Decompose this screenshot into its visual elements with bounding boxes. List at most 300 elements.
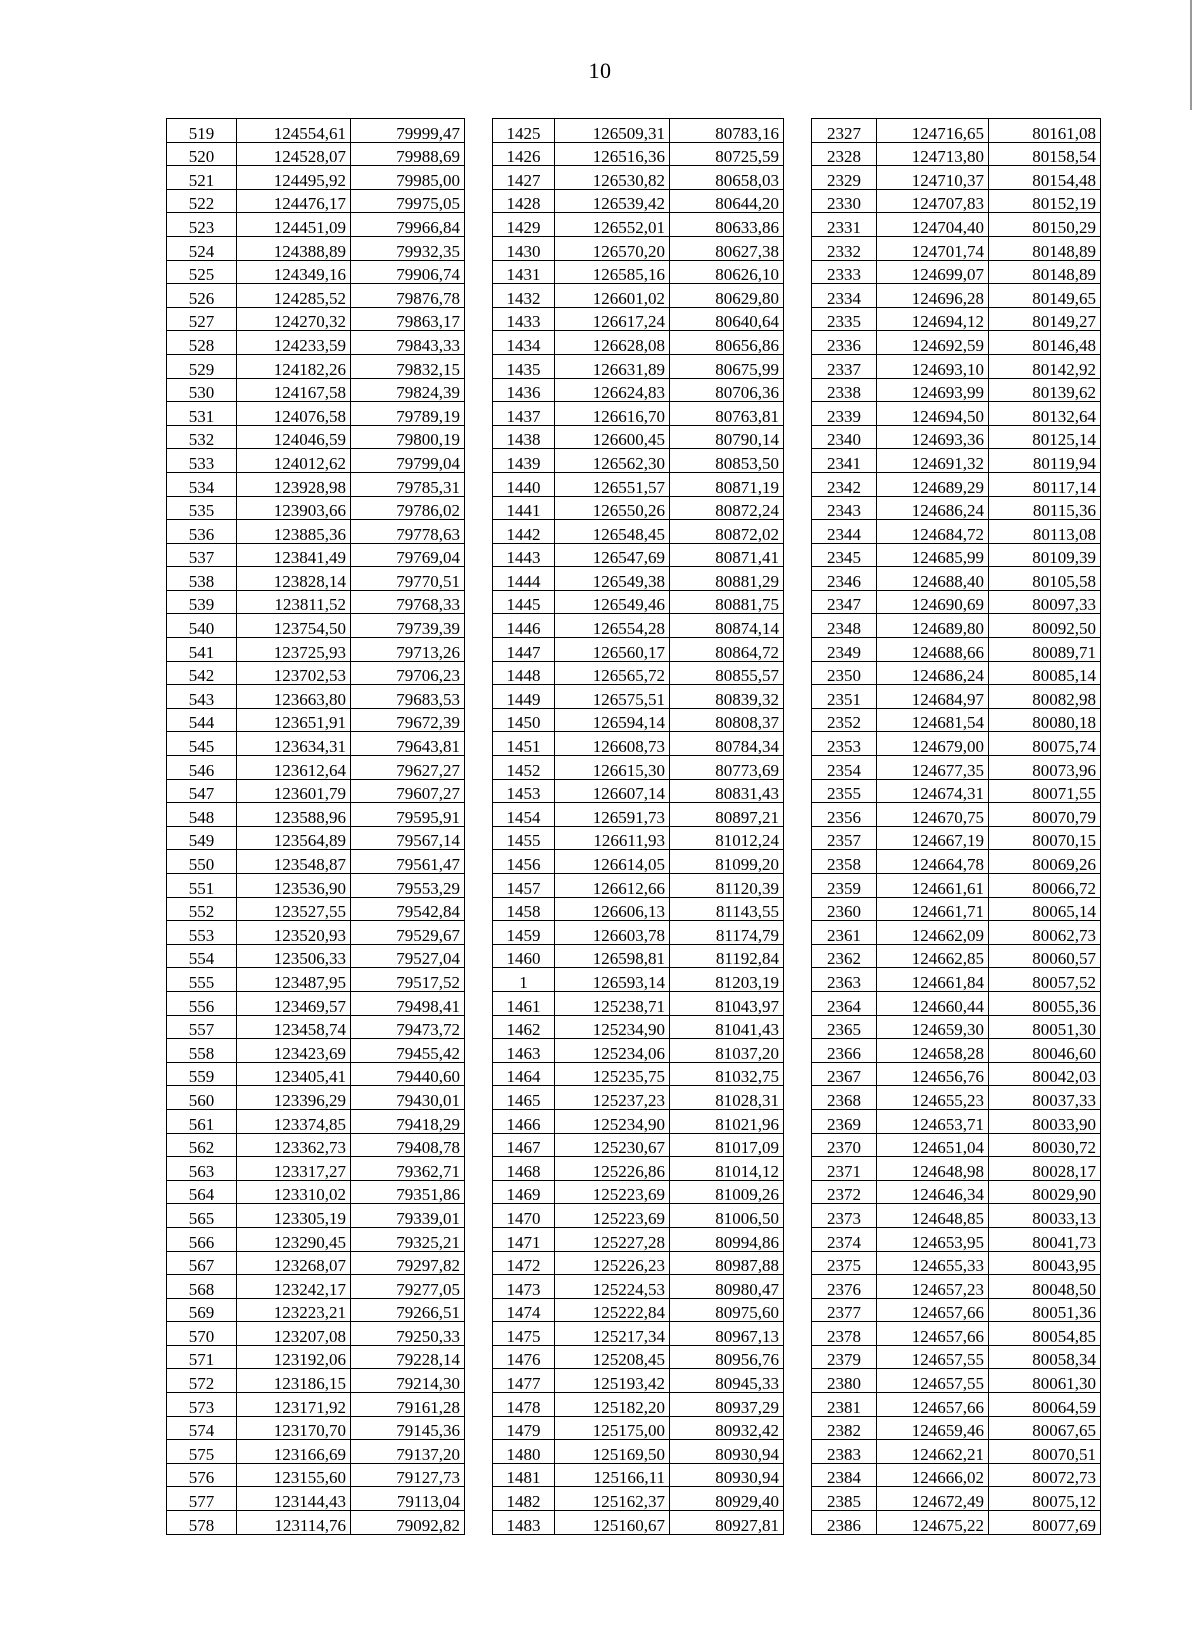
column-gap <box>465 1039 493 1063</box>
y-coordinate-cell: 80028,17 <box>989 1157 1101 1181</box>
y-coordinate-cell: 79985,00 <box>351 166 465 190</box>
y-coordinate-cell: 79473,72 <box>351 1015 465 1039</box>
x-coordinate-cell: 124662,21 <box>877 1440 989 1464</box>
y-coordinate-cell: 79778,63 <box>351 520 465 544</box>
column-gap <box>465 590 493 614</box>
x-coordinate-cell: 123207,08 <box>237 1322 351 1346</box>
column-gap <box>784 402 812 426</box>
x-coordinate-cell: 126614,05 <box>555 850 670 874</box>
x-coordinate-cell: 126593,14 <box>555 968 670 992</box>
scan-edge-line <box>1190 0 1192 110</box>
x-coordinate-cell: 126606,13 <box>555 897 670 921</box>
x-coordinate-cell: 124661,71 <box>877 897 989 921</box>
point-number-cell: 1434 <box>493 331 555 355</box>
y-coordinate-cell: 79145,36 <box>351 1416 465 1440</box>
table-row <box>167 850 1101 874</box>
x-coordinate-cell: 126509,31 <box>555 119 670 143</box>
point-number-cell: 558 <box>167 1039 237 1063</box>
column-gap <box>465 661 493 685</box>
point-number-cell: 2361 <box>812 921 877 945</box>
point-number-cell: 2335 <box>812 307 877 331</box>
table-row <box>167 496 1101 520</box>
y-coordinate-cell: 81041,43 <box>670 1015 784 1039</box>
point-number-cell: 1426 <box>493 142 555 166</box>
y-coordinate-cell: 79137,20 <box>351 1440 465 1464</box>
point-number-cell: 1480 <box>493 1440 555 1464</box>
x-coordinate-cell: 126598,81 <box>555 944 670 968</box>
y-coordinate-cell: 79351,86 <box>351 1180 465 1204</box>
table-row <box>167 354 1101 378</box>
column-gap <box>784 1487 812 1511</box>
point-number-cell: 2378 <box>812 1322 877 1346</box>
x-coordinate-cell: 124657,23 <box>877 1275 989 1299</box>
point-number-cell: 2366 <box>812 1039 877 1063</box>
y-coordinate-cell: 81043,97 <box>670 991 784 1015</box>
y-coordinate-cell: 81120,39 <box>670 874 784 898</box>
x-coordinate-cell: 123702,53 <box>237 661 351 685</box>
x-coordinate-cell: 124646,34 <box>877 1180 989 1204</box>
y-coordinate-cell: 81192,84 <box>670 944 784 968</box>
x-coordinate-cell: 126516,36 <box>555 142 670 166</box>
y-coordinate-cell: 80930,94 <box>670 1463 784 1487</box>
column-gap <box>465 307 493 331</box>
y-coordinate-cell: 79627,27 <box>351 756 465 780</box>
y-coordinate-cell: 80784,34 <box>670 732 784 756</box>
point-number-cell: 2355 <box>812 779 877 803</box>
column-gap <box>784 1298 812 1322</box>
column-gap <box>784 213 812 237</box>
point-number-cell: 542 <box>167 661 237 685</box>
point-number-cell: 547 <box>167 779 237 803</box>
y-coordinate-cell: 80077,69 <box>989 1511 1101 1535</box>
y-coordinate-cell: 80055,36 <box>989 991 1101 1015</box>
y-coordinate-cell: 79455,42 <box>351 1039 465 1063</box>
point-number-cell: 556 <box>167 991 237 1015</box>
column-gap <box>465 1204 493 1228</box>
x-coordinate-cell: 126550,26 <box>555 496 670 520</box>
point-number-cell: 1450 <box>493 708 555 732</box>
y-coordinate-cell: 80148,89 <box>989 260 1101 284</box>
y-coordinate-cell: 80874,14 <box>670 614 784 638</box>
column-gap <box>784 921 812 945</box>
point-number-cell: 2347 <box>812 590 877 614</box>
table-row <box>167 921 1101 945</box>
table-row <box>167 449 1101 473</box>
x-coordinate-cell: 123885,36 <box>237 520 351 544</box>
point-number-cell: 1452 <box>493 756 555 780</box>
y-coordinate-cell: 80119,94 <box>989 449 1101 473</box>
x-coordinate-cell: 124679,00 <box>877 732 989 756</box>
table-row <box>167 661 1101 685</box>
table-row <box>167 1487 1101 1511</box>
point-number-cell: 2369 <box>812 1109 877 1133</box>
x-coordinate-cell: 124662,85 <box>877 944 989 968</box>
point-number-cell: 2382 <box>812 1416 877 1440</box>
column-gap <box>465 944 493 968</box>
column-gap <box>465 850 493 874</box>
x-coordinate-cell: 125223,69 <box>555 1180 670 1204</box>
y-coordinate-cell: 79607,27 <box>351 779 465 803</box>
table-row <box>167 543 1101 567</box>
point-number-cell: 578 <box>167 1511 237 1535</box>
table-row <box>167 425 1101 449</box>
point-number-cell: 2332 <box>812 236 877 260</box>
table-row <box>167 1039 1101 1063</box>
point-number-cell: 2386 <box>812 1511 877 1535</box>
x-coordinate-cell: 126585,16 <box>555 260 670 284</box>
x-coordinate-cell: 125162,37 <box>555 1487 670 1511</box>
point-number-cell: 1433 <box>493 307 555 331</box>
column-gap <box>465 826 493 850</box>
column-gap <box>465 1133 493 1157</box>
y-coordinate-cell: 80640,64 <box>670 307 784 331</box>
x-coordinate-cell: 124692,59 <box>877 331 989 355</box>
table-row <box>167 732 1101 756</box>
x-coordinate-cell: 124662,09 <box>877 921 989 945</box>
table-row <box>167 1416 1101 1440</box>
x-coordinate-cell: 126603,78 <box>555 921 670 945</box>
table-row <box>167 991 1101 1015</box>
x-coordinate-cell: 126551,57 <box>555 472 670 496</box>
y-coordinate-cell: 79440,60 <box>351 1062 465 1086</box>
point-number-cell: 1476 <box>493 1345 555 1369</box>
point-number-cell: 2372 <box>812 1180 877 1204</box>
point-number-cell: 1 <box>493 968 555 992</box>
table-row <box>167 1227 1101 1251</box>
point-number-cell: 570 <box>167 1322 237 1346</box>
y-coordinate-cell: 79683,53 <box>351 685 465 709</box>
x-coordinate-cell: 124699,07 <box>877 260 989 284</box>
point-number-cell: 1441 <box>493 496 555 520</box>
point-number-cell: 1425 <box>493 119 555 143</box>
x-coordinate-cell: 126539,42 <box>555 189 670 213</box>
point-number-cell: 568 <box>167 1275 237 1299</box>
y-coordinate-cell: 79863,17 <box>351 307 465 331</box>
point-number-cell: 2330 <box>812 189 877 213</box>
point-number-cell: 1456 <box>493 850 555 874</box>
point-number-cell: 549 <box>167 826 237 850</box>
point-number-cell: 2340 <box>812 425 877 449</box>
y-coordinate-cell: 80109,39 <box>989 543 1101 567</box>
y-coordinate-cell: 79770,51 <box>351 567 465 591</box>
x-coordinate-cell: 124704,40 <box>877 213 989 237</box>
point-number-cell: 1475 <box>493 1322 555 1346</box>
x-coordinate-cell: 123305,19 <box>237 1204 351 1228</box>
point-number-cell: 1428 <box>493 189 555 213</box>
column-gap <box>784 708 812 732</box>
point-number-cell: 545 <box>167 732 237 756</box>
y-coordinate-cell: 80930,94 <box>670 1440 784 1464</box>
column-gap <box>784 826 812 850</box>
column-gap <box>784 756 812 780</box>
point-number-cell: 2374 <box>812 1227 877 1251</box>
x-coordinate-cell: 126530,82 <box>555 166 670 190</box>
x-coordinate-cell: 124657,55 <box>877 1345 989 1369</box>
y-coordinate-cell: 81012,24 <box>670 826 784 850</box>
x-coordinate-cell: 126570,20 <box>555 236 670 260</box>
column-gap <box>784 1180 812 1204</box>
column-gap <box>465 1251 493 1275</box>
column-gap <box>465 520 493 544</box>
column-gap <box>465 732 493 756</box>
y-coordinate-cell: 80808,37 <box>670 708 784 732</box>
point-number-cell: 1448 <box>493 661 555 685</box>
y-coordinate-cell: 79768,33 <box>351 590 465 614</box>
y-coordinate-cell: 79542,84 <box>351 897 465 921</box>
y-coordinate-cell: 80075,74 <box>989 732 1101 756</box>
table-row <box>167 590 1101 614</box>
y-coordinate-cell: 80097,33 <box>989 590 1101 614</box>
y-coordinate-cell: 80117,14 <box>989 472 1101 496</box>
x-coordinate-cell: 125237,23 <box>555 1086 670 1110</box>
column-gap <box>784 1369 812 1393</box>
y-coordinate-cell: 80082,98 <box>989 685 1101 709</box>
x-coordinate-cell: 125169,50 <box>555 1440 670 1464</box>
column-gap <box>784 449 812 473</box>
point-number-cell: 1470 <box>493 1204 555 1228</box>
point-number-cell: 537 <box>167 543 237 567</box>
x-coordinate-cell: 126600,45 <box>555 425 670 449</box>
point-number-cell: 531 <box>167 402 237 426</box>
x-coordinate-cell: 123317,27 <box>237 1157 351 1181</box>
point-number-cell: 2360 <box>812 897 877 921</box>
point-number-cell: 572 <box>167 1369 237 1393</box>
x-coordinate-cell: 123612,64 <box>237 756 351 780</box>
table-row <box>167 307 1101 331</box>
y-coordinate-cell: 80125,14 <box>989 425 1101 449</box>
x-coordinate-cell: 123601,79 <box>237 779 351 803</box>
x-coordinate-cell: 124657,66 <box>877 1298 989 1322</box>
y-coordinate-cell: 79932,35 <box>351 236 465 260</box>
point-number-cell: 2333 <box>812 260 877 284</box>
table-row <box>167 166 1101 190</box>
column-gap <box>784 1062 812 1086</box>
column-gap <box>784 803 812 827</box>
column-gap <box>784 991 812 1015</box>
column-gap <box>465 614 493 638</box>
point-number-cell: 1464 <box>493 1062 555 1086</box>
table-row <box>167 331 1101 355</box>
x-coordinate-cell: 124349,16 <box>237 260 351 284</box>
point-number-cell: 2339 <box>812 402 877 426</box>
y-coordinate-cell: 79799,04 <box>351 449 465 473</box>
column-gap <box>784 897 812 921</box>
y-coordinate-cell: 79277,05 <box>351 1275 465 1299</box>
point-number-cell: 1440 <box>493 472 555 496</box>
x-coordinate-cell: 124012,62 <box>237 449 351 473</box>
table-row <box>167 213 1101 237</box>
x-coordinate-cell: 125182,20 <box>555 1393 670 1417</box>
y-coordinate-cell: 80043,95 <box>989 1251 1101 1275</box>
y-coordinate-cell: 79498,41 <box>351 991 465 1015</box>
x-coordinate-cell: 125208,45 <box>555 1345 670 1369</box>
point-number-cell: 1445 <box>493 590 555 614</box>
y-coordinate-cell: 80066,72 <box>989 874 1101 898</box>
y-coordinate-cell: 80864,72 <box>670 638 784 662</box>
table-row <box>167 1086 1101 1110</box>
x-coordinate-cell: 123405,41 <box>237 1062 351 1086</box>
column-gap <box>465 638 493 662</box>
point-number-cell: 573 <box>167 1393 237 1417</box>
x-coordinate-cell: 126575,51 <box>555 685 670 709</box>
y-coordinate-cell: 80839,32 <box>670 685 784 709</box>
point-number-cell: 2331 <box>812 213 877 237</box>
table-row <box>167 1015 1101 1039</box>
x-coordinate-cell: 124674,31 <box>877 779 989 803</box>
point-number-cell: 562 <box>167 1133 237 1157</box>
table-row <box>167 142 1101 166</box>
y-coordinate-cell: 80080,18 <box>989 708 1101 732</box>
point-number-cell: 521 <box>167 166 237 190</box>
column-gap <box>784 331 812 355</box>
point-number-cell: 2357 <box>812 826 877 850</box>
x-coordinate-cell: 125230,67 <box>555 1133 670 1157</box>
column-gap <box>465 756 493 780</box>
x-coordinate-cell: 123423,69 <box>237 1039 351 1063</box>
column-gap <box>465 1511 493 1535</box>
y-coordinate-cell: 80033,13 <box>989 1204 1101 1228</box>
x-coordinate-cell: 123144,43 <box>237 1487 351 1511</box>
table-row <box>167 189 1101 213</box>
x-coordinate-cell: 123841,49 <box>237 543 351 567</box>
column-gap <box>465 402 493 426</box>
column-gap <box>784 638 812 662</box>
point-number-cell: 2334 <box>812 284 877 308</box>
column-gap <box>465 189 493 213</box>
y-coordinate-cell: 79789,19 <box>351 402 465 426</box>
y-coordinate-cell: 79418,29 <box>351 1109 465 1133</box>
table-row <box>167 567 1101 591</box>
column-gap <box>465 779 493 803</box>
y-coordinate-cell: 79250,33 <box>351 1322 465 1346</box>
x-coordinate-cell: 124659,30 <box>877 1015 989 1039</box>
y-coordinate-cell: 80070,15 <box>989 826 1101 850</box>
point-number-cell: 1437 <box>493 402 555 426</box>
x-coordinate-cell: 124648,98 <box>877 1157 989 1181</box>
y-coordinate-cell: 79906,74 <box>351 260 465 284</box>
y-coordinate-cell: 81174,79 <box>670 921 784 945</box>
point-number-cell: 2363 <box>812 968 877 992</box>
x-coordinate-cell: 126549,38 <box>555 567 670 591</box>
point-number-cell: 2364 <box>812 991 877 1015</box>
column-gap <box>465 1086 493 1110</box>
column-gap <box>784 732 812 756</box>
x-coordinate-cell: 125175,00 <box>555 1416 670 1440</box>
column-gap <box>784 1157 812 1181</box>
point-number-cell: 2336 <box>812 331 877 355</box>
x-coordinate-cell: 124528,07 <box>237 142 351 166</box>
column-gap <box>784 590 812 614</box>
y-coordinate-cell: 80070,79 <box>989 803 1101 827</box>
column-gap <box>465 236 493 260</box>
point-number-cell: 1483 <box>493 1511 555 1535</box>
table-row <box>167 1204 1101 1228</box>
table-row <box>167 378 1101 402</box>
x-coordinate-cell: 123155,60 <box>237 1463 351 1487</box>
point-number-cell: 1468 <box>493 1157 555 1181</box>
point-number-cell: 1471 <box>493 1227 555 1251</box>
point-number-cell: 555 <box>167 968 237 992</box>
y-coordinate-cell: 80872,02 <box>670 520 784 544</box>
table-row <box>167 1133 1101 1157</box>
x-coordinate-cell: 124684,72 <box>877 520 989 544</box>
x-coordinate-cell: 124655,33 <box>877 1251 989 1275</box>
table-row <box>167 260 1101 284</box>
table-row <box>167 708 1101 732</box>
column-gap <box>465 213 493 237</box>
y-coordinate-cell: 81006,50 <box>670 1204 784 1228</box>
column-gap <box>784 1322 812 1346</box>
table-row <box>167 897 1101 921</box>
table-row <box>167 685 1101 709</box>
coordinate-table <box>166 118 1101 1535</box>
y-coordinate-cell: 80881,29 <box>670 567 784 591</box>
point-number-cell: 1466 <box>493 1109 555 1133</box>
point-number-cell: 1457 <box>493 874 555 898</box>
point-number-cell: 560 <box>167 1086 237 1110</box>
x-coordinate-cell: 125226,23 <box>555 1251 670 1275</box>
page-number: 10 <box>588 58 612 83</box>
column-gap <box>784 1015 812 1039</box>
x-coordinate-cell: 123362,73 <box>237 1133 351 1157</box>
x-coordinate-cell: 123166,69 <box>237 1440 351 1464</box>
x-coordinate-cell: 124701,74 <box>877 236 989 260</box>
y-coordinate-cell: 79339,01 <box>351 1204 465 1228</box>
table-row <box>167 1369 1101 1393</box>
x-coordinate-cell: 126611,93 <box>555 826 670 850</box>
point-number-cell: 554 <box>167 944 237 968</box>
table-row <box>167 520 1101 544</box>
y-coordinate-cell: 80115,36 <box>989 496 1101 520</box>
column-gap <box>784 1133 812 1157</box>
x-coordinate-cell: 126607,14 <box>555 779 670 803</box>
x-coordinate-cell: 126548,45 <box>555 520 670 544</box>
point-number-cell: 1459 <box>493 921 555 945</box>
point-number-cell: 548 <box>167 803 237 827</box>
x-coordinate-cell: 123487,95 <box>237 968 351 992</box>
y-coordinate-cell: 80945,33 <box>670 1369 784 1393</box>
column-gap <box>465 708 493 732</box>
column-gap <box>784 1039 812 1063</box>
y-coordinate-cell: 80062,73 <box>989 921 1101 945</box>
column-gap <box>784 1440 812 1464</box>
x-coordinate-cell: 123290,45 <box>237 1227 351 1251</box>
x-coordinate-cell: 124167,58 <box>237 378 351 402</box>
column-gap <box>784 944 812 968</box>
y-coordinate-cell: 80054,85 <box>989 1322 1101 1346</box>
table-row <box>167 1322 1101 1346</box>
y-coordinate-cell: 81037,20 <box>670 1039 784 1063</box>
point-number-cell: 2341 <box>812 449 877 473</box>
point-number-cell: 2373 <box>812 1204 877 1228</box>
y-coordinate-cell: 79876,78 <box>351 284 465 308</box>
x-coordinate-cell: 126601,02 <box>555 284 670 308</box>
point-number-cell: 525 <box>167 260 237 284</box>
point-number-cell: 569 <box>167 1298 237 1322</box>
point-number-cell: 524 <box>167 236 237 260</box>
x-coordinate-cell: 125222,84 <box>555 1298 670 1322</box>
y-coordinate-cell: 80927,81 <box>670 1511 784 1535</box>
column-gap <box>465 1463 493 1487</box>
point-number-cell: 2354 <box>812 756 877 780</box>
x-coordinate-cell: 124658,28 <box>877 1039 989 1063</box>
x-coordinate-cell: 125234,90 <box>555 1109 670 1133</box>
table-row <box>167 874 1101 898</box>
column-gap <box>784 661 812 685</box>
column-gap <box>784 378 812 402</box>
x-coordinate-cell: 124693,10 <box>877 354 989 378</box>
point-number-cell: 1474 <box>493 1298 555 1322</box>
